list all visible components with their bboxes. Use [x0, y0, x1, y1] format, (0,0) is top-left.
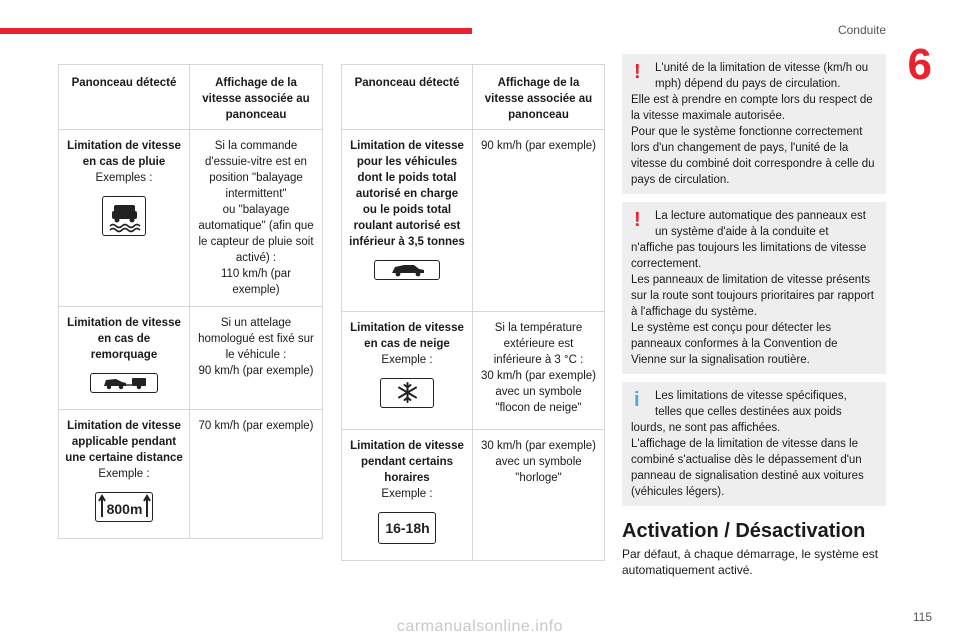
warning-note [622, 54, 886, 194]
example-label: Exemple : [98, 468, 150, 480]
section-header: Conduite [837, 23, 886, 37]
speed-cell [473, 312, 605, 430]
info-note [622, 382, 886, 506]
sign-label: Limitation de vitesse pour les véhicules dont le poids total autorisé en charge ou le poids total roulant autorisé est inférieur à 3,5 tonnes [349, 140, 465, 248]
hours-icon [378, 512, 436, 544]
sign-label: Limitation de vitesse en cas de neige [350, 322, 464, 350]
warning-icon: ! [634, 61, 641, 83]
info-icon: i [634, 389, 640, 411]
section-body: Par défaut, à chaque démarrage, le système est automatiquement activé. [622, 547, 879, 577]
speed-cell [190, 307, 323, 410]
table-row [59, 307, 323, 410]
sign-label: Limitation de vitesse en cas de pluie [67, 140, 181, 168]
sign-cell [342, 312, 473, 430]
column-header-sign: Panonceau détecté [59, 65, 190, 130]
example-label: Exemple : [381, 488, 433, 500]
column-header-speed: Affichage de la vitesse associée au panonceau [190, 65, 323, 130]
sign-table-right [341, 64, 605, 561]
note-text: Elle est à prendre en compte lors du respect de la vitesse maximale autorisée. Pour que le système fonctionne correctement lors d'un changement de pays, l'unité de la vitesse du combiné doit correspondre à celle du pays de circulation. [631, 94, 875, 186]
table-row [342, 130, 605, 312]
speed-value: Si la température extérieure est inférieure à 3 °C : 30 km/h (par exemple) avec un symbole "flocon de neige" [480, 322, 597, 414]
table-row [342, 312, 605, 430]
note-text: n'affiche pas toujours les limitations de vitesse correctement. Les panneaux de limitation de vitesse présents sur la route sont toujours prioritaires par rapport à l'affichage du système. Le système est conçu pour détecter les panneaux conformes à la Convention de Vienne sur la signalisation routière. [631, 242, 874, 366]
car-icon [374, 260, 440, 280]
note-first-line: Les limitations de vitesse spécifiques, telles que celles destinées aux poids [655, 390, 847, 418]
speed-value: Si un attelage homologué est fixé sur le véhicule : 90 km/h (par exemple) [198, 317, 314, 377]
speed-cell [190, 130, 323, 307]
column-header-sign: Panonceau détecté [342, 65, 473, 130]
table-header-row [59, 65, 323, 130]
hours-sign-text: 16-18h [384, 520, 430, 536]
table-header-row [342, 65, 605, 130]
sign-cell [342, 130, 473, 312]
sign-label: Limitation de vitesse pendant certains horaires [350, 440, 464, 484]
example-label: Exemple : [381, 354, 433, 366]
example-label: Exemples : [95, 172, 153, 184]
table-row [342, 430, 605, 561]
sign-label: Limitation de vitesse en cas de remorquage [67, 317, 181, 361]
chapter-number: 6 [907, 40, 932, 89]
note-text: lourds, ne sont pas affichées. L'affichage de la limitation de vitesse dans le combiné s'actualise dès le dépassement d'un panneau de signalisation destiné aux voitures (véhicules légers). [631, 422, 864, 498]
sign-cell [59, 410, 190, 539]
speed-cell [473, 430, 605, 561]
warning-icon: ! [634, 209, 641, 231]
trailer-icon [90, 373, 158, 393]
section-title: Activation / Désactivation [622, 520, 866, 542]
note-first-line: L'unité de la limitation de vitesse (km/h ou mph) dépend du pays de circulation. [655, 62, 869, 90]
table-row [59, 130, 323, 307]
sign-cell [342, 430, 473, 561]
speed-value: 90 km/h (par exemple) [480, 140, 597, 152]
watermark: carmanualsonline.info [396, 618, 564, 635]
snowflake-icon [380, 378, 434, 408]
distance-sign-text: 800m [106, 501, 142, 517]
speed-value: Si la commande d'essuie-vitre est en position "balayage intermittent" ou "balayage automatique" (afin que le capteur de pluie soit activé) : 110 km/h (par exemple) [198, 140, 314, 296]
sign-label: Limitation de vitesse applicable pendant une certaine distance [65, 420, 183, 464]
sign-table-left [58, 64, 323, 539]
speed-cell [473, 130, 605, 312]
sign-cell [59, 307, 190, 410]
speed-cell [190, 410, 323, 539]
distance-icon [95, 492, 153, 522]
speed-value: 30 km/h (par exemple) avec un symbole "horloge" [480, 440, 597, 484]
table-row [59, 410, 323, 539]
column-header-speed: Affichage de la vitesse associée au panonceau [473, 65, 605, 130]
note-first-line: La lecture automatique des panneaux est un système d'aide à la conduite et [655, 210, 866, 238]
page-number: 115 [912, 610, 932, 624]
header-accent-bar [0, 28, 472, 34]
warning-note [622, 202, 886, 374]
wet-road-icon [102, 196, 146, 236]
speed-value: 70 km/h (par exemple) [198, 420, 314, 432]
sign-cell [59, 130, 190, 307]
